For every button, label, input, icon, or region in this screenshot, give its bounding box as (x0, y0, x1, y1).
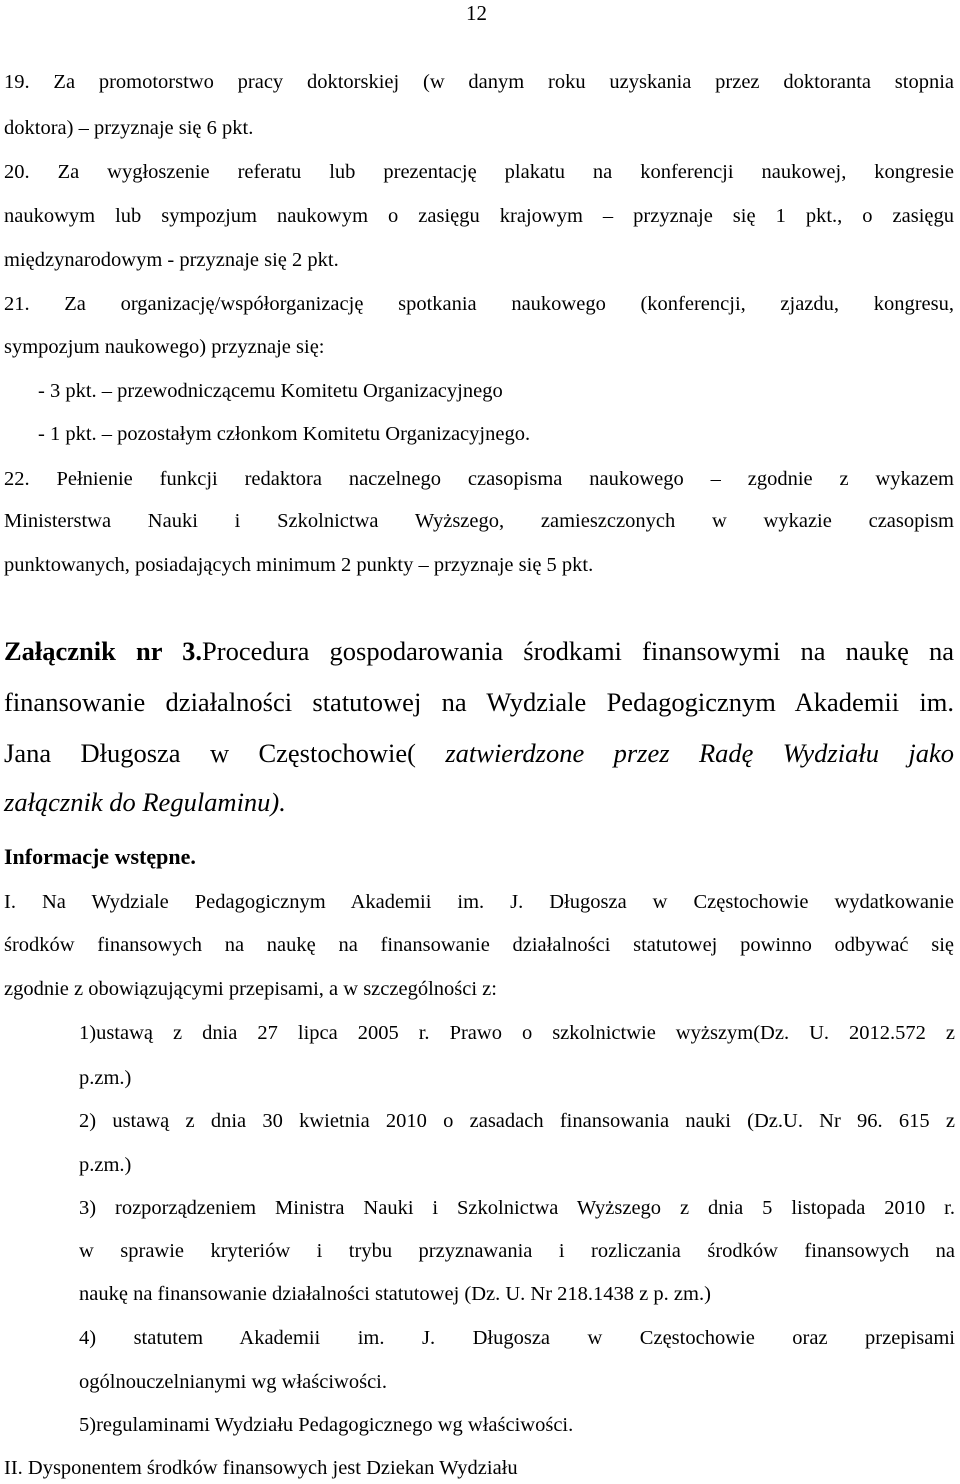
item-20-line-3: międzynarodowym - przyznaje się 2 pkt. (4, 249, 339, 271)
regulation-3-line-3: naukę na finansowanie działalności statutowej (Dz. U. Nr 218.1438 z p. zm.) (79, 1283, 711, 1305)
annex-title-text: Procedura gospodarowania środkami finansowymi na naukę na (202, 636, 954, 666)
item-20-line-2: naukowym lub sympozjum naukowym o zasięgu krajowym – przyznaje się 1 pkt., o zasięgu (4, 205, 954, 227)
annex-title-line-4: załącznik do Regulaminu). (4, 787, 286, 817)
annex-title-line-1 (4, 634, 954, 668)
item-19-line-1: 19. Za promotorstwo pracy doktorskiej (w danym roku uzyskania przez doktoranta stopnia (4, 71, 954, 93)
item-21-sub-b: - 1 pkt. – pozostałym członkom Komitetu Organizacyjnego. (38, 423, 531, 445)
intro-i-line-1: I. Na Wydziale Pedagogicznym Akademii im. J. Długosza w Częstochowie wydatkowanie (4, 891, 954, 913)
item-20-line-1: 20. Za wygłoszenie referatu lub prezentację plakatu na konferencji naukowej, kongresie (4, 161, 954, 183)
regulation-2-line-2: p.zm.) (79, 1154, 132, 1176)
item-21-line-2: sympozjum naukowego) przyznaje się: (4, 336, 325, 358)
intro-i-line-3: zgodnie z obowiązującymi przepisami, a w szczególności z: (4, 978, 497, 1000)
regulation-5-line-1: 5)regulaminami Wydziału Pedagogicznego wg właściwości. (79, 1414, 574, 1436)
regulation-3-line-2: w sprawie kryteriów i trybu przyznawania i rozliczania środków finansowych na (79, 1240, 955, 1262)
annex-title-text-3: Jana Długosza w Częstochowie( (4, 738, 446, 768)
intro-i-line-2: środków finansowych na naukę na finansowanie działalności statutowej powinno odbywać się (4, 934, 954, 956)
annex-title-line-2: finansowanie działalności statutowej na Wydziale Pedagogicznym Akademii im. (4, 687, 954, 717)
item-21-sub-a: - 3 pkt. – przewodniczącemu Komitetu Organizacyjnego (38, 380, 503, 402)
regulation-2-line-1: 2) ustawą z dnia 30 kwietnia 2010 o zasadach finansowania nauki (Dz.U. Nr 96. 615 z (79, 1110, 955, 1132)
annex-approval-note: zatwierdzone przez Radę Wydziału jako (445, 738, 954, 768)
regulation-4-line-1: 4) statutem Akademii im. J. Długosza w Częstochowie oraz przepisami (79, 1327, 955, 1349)
item-22-line-3: punktowanych, posiadających minimum 2 punkty – przyznaje się 5 pkt. (4, 554, 594, 576)
regulation-4-line-2: ogólnouczelnianymi wg właściwości. (79, 1371, 388, 1393)
regulation-3-line-1: 3) rozporządzeniem Ministra Nauki i Szkolnictwa Wyższego z dnia 5 listopada 2010 r. (79, 1197, 955, 1219)
regulation-1-line-2: p.zm.) (79, 1067, 132, 1089)
intro-ii-line-1: II. Dysponentem środków finansowych jest Dziekan Wydziału (4, 1457, 518, 1479)
annex-title-line-3 (4, 736, 954, 770)
annex-label: Załącznik nr 3. (4, 636, 202, 666)
item-19-line-2: doktora) – przyznaje się 6 pkt. (4, 117, 254, 139)
page-number: 12 (466, 1, 487, 25)
item-22-line-2: Ministerstwa Nauki i Szkolnictwa Wyższego, zamieszczonych w wykazie czasopism (4, 510, 954, 532)
item-22-line-1: 22. Pełnienie funkcji redaktora naczelnego czasopisma naukowego – zgodnie z wykazem (4, 468, 954, 490)
regulation-1-line-1: 1)ustawą z dnia 27 lipca 2005 r. Prawo o szkolnictwie wyższym(Dz. U. 2012.572 z (79, 1022, 955, 1044)
intro-heading: Informacje wstępne. (4, 844, 196, 869)
item-21-line-1: 21. Za organizację/współorganizację spotkania naukowego (konferencji, zjazdu, kongresu, (4, 293, 954, 315)
